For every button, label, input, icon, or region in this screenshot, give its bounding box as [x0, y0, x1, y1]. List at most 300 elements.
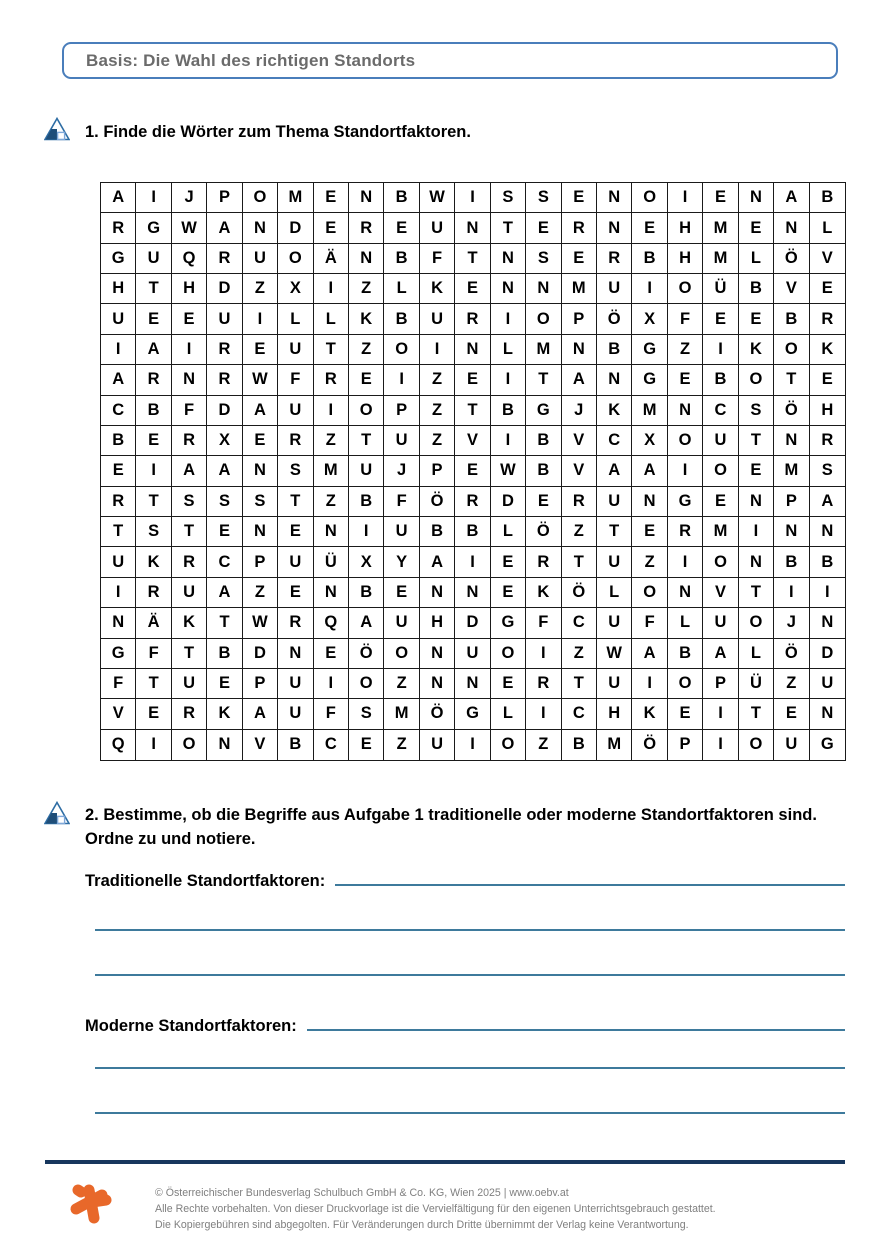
grid-cell: I: [810, 578, 845, 608]
grid-cell: A: [632, 456, 667, 486]
grid-cell: B: [774, 547, 809, 577]
grid-cell: E: [668, 699, 703, 729]
grid-cell: A: [243, 396, 278, 426]
grid-cell: T: [739, 426, 774, 456]
grid-cell: L: [491, 517, 526, 547]
grid-cell: S: [526, 183, 561, 213]
grid-cell: L: [491, 335, 526, 365]
grid-cell: O: [632, 578, 667, 608]
grid-cell: R: [101, 213, 136, 243]
grid-cell: B: [384, 183, 419, 213]
grid-cell: B: [632, 244, 667, 274]
grid-cell: U: [278, 547, 313, 577]
grid-cell: S: [491, 183, 526, 213]
grid-cell: Z: [384, 730, 419, 760]
grid-cell: N: [810, 608, 845, 638]
grid-cell: Ö: [420, 699, 455, 729]
grid-cell: R: [526, 669, 561, 699]
grid-cell: G: [491, 608, 526, 638]
grid-cell: N: [774, 517, 809, 547]
traditional-factors-answer-line[interactable]: [335, 866, 845, 886]
footer-divider: [45, 1160, 845, 1164]
grid-cell: L: [739, 244, 774, 274]
grid-cell: M: [597, 730, 632, 760]
grid-cell: U: [597, 547, 632, 577]
grid-cell: Ö: [597, 304, 632, 334]
grid-cell: N: [243, 517, 278, 547]
grid-cell: E: [739, 456, 774, 486]
grid-cell: K: [349, 304, 384, 334]
grid-cell: T: [491, 213, 526, 243]
grid-cell: I: [668, 547, 703, 577]
grid-cell: Z: [632, 547, 667, 577]
grid-cell: H: [101, 274, 136, 304]
grid-cell: O: [774, 335, 809, 365]
grid-cell: S: [810, 456, 845, 486]
grid-cell: Z: [526, 730, 561, 760]
grid-cell: O: [526, 304, 561, 334]
grid-cell: M: [632, 396, 667, 426]
grid-cell: O: [739, 365, 774, 395]
grid-cell: O: [384, 639, 419, 669]
grid-cell: Ö: [526, 517, 561, 547]
pyramid-level-icon: [44, 117, 70, 141]
grid-cell: I: [455, 547, 490, 577]
grid-cell: Z: [668, 335, 703, 365]
grid-cell: A: [562, 365, 597, 395]
grid-cell: I: [632, 669, 667, 699]
grid-cell: S: [349, 699, 384, 729]
copyright-line: Die Kopiergebühren sind abgegolten. Für Veränderungen durch Dritte übernimmt der Verlag keine Verantwortung.: [155, 1218, 689, 1231]
grid-cell: C: [207, 547, 242, 577]
grid-cell: R: [136, 578, 171, 608]
grid-cell: D: [207, 396, 242, 426]
grid-cell: L: [384, 274, 419, 304]
grid-cell: R: [562, 213, 597, 243]
grid-cell: R: [172, 426, 207, 456]
grid-cell: Z: [243, 578, 278, 608]
grid-cell: E: [491, 578, 526, 608]
grid-cell: K: [632, 699, 667, 729]
grid-cell: L: [810, 213, 845, 243]
grid-cell: N: [774, 426, 809, 456]
grid-cell: X: [632, 426, 667, 456]
grid-cell: B: [668, 639, 703, 669]
grid-cell: B: [207, 639, 242, 669]
grid-cell: I: [136, 456, 171, 486]
grid-cell: P: [207, 183, 242, 213]
grid-cell: U: [703, 608, 738, 638]
grid-cell: A: [101, 365, 136, 395]
grid-cell: Ü: [739, 669, 774, 699]
grid-cell: E: [349, 365, 384, 395]
grid-cell: N: [207, 730, 242, 760]
grid-cell: N: [243, 213, 278, 243]
grid-cell: W: [420, 183, 455, 213]
grid-cell: I: [349, 517, 384, 547]
grid-cell: L: [597, 578, 632, 608]
grid-cell: O: [668, 274, 703, 304]
grid-cell: Z: [349, 274, 384, 304]
grid-cell: D: [491, 487, 526, 517]
oebv-asterisk-logo: [68, 1178, 114, 1228]
grid-cell: K: [172, 608, 207, 638]
copyright-line: Alle Rechte vorbehalten. Von dieser Druckvorlage ist die Vervielfältigung für den eigenen Unterrichtsgebrauch gestattet.: [155, 1202, 716, 1215]
grid-cell: V: [562, 456, 597, 486]
grid-cell: O: [739, 608, 774, 638]
grid-cell: X: [207, 426, 242, 456]
grid-cell: N: [739, 487, 774, 517]
grid-cell: H: [172, 274, 207, 304]
grid-cell: I: [136, 730, 171, 760]
grid-cell: R: [172, 699, 207, 729]
grid-cell: P: [774, 487, 809, 517]
grid-cell: R: [455, 304, 490, 334]
grid-cell: O: [491, 730, 526, 760]
grid-cell: U: [597, 669, 632, 699]
grid-cell: P: [384, 396, 419, 426]
grid-cell: A: [101, 183, 136, 213]
grid-cell: Z: [562, 639, 597, 669]
grid-cell: I: [703, 730, 738, 760]
grid-cell: Q: [314, 608, 349, 638]
grid-cell: N: [810, 699, 845, 729]
grid-cell: A: [632, 639, 667, 669]
grid-cell: I: [314, 274, 349, 304]
grid-cell: T: [774, 365, 809, 395]
grid-cell: F: [632, 608, 667, 638]
grid-cell: V: [810, 244, 845, 274]
grid-cell: Ö: [774, 639, 809, 669]
grid-cell: U: [243, 244, 278, 274]
grid-cell: U: [172, 669, 207, 699]
grid-cell: E: [491, 669, 526, 699]
grid-cell: L: [314, 304, 349, 334]
grid-cell: F: [420, 244, 455, 274]
grid-cell: N: [101, 608, 136, 638]
grid-cell: N: [172, 365, 207, 395]
grid-cell: V: [243, 730, 278, 760]
grid-cell: R: [349, 213, 384, 243]
grid-cell: K: [136, 547, 171, 577]
grid-cell: O: [349, 669, 384, 699]
grid-cell: E: [455, 456, 490, 486]
grid-cell: D: [243, 639, 278, 669]
grid-cell: A: [774, 183, 809, 213]
grid-cell: O: [278, 244, 313, 274]
grid-cell: X: [278, 274, 313, 304]
answer-line[interactable]: [95, 974, 845, 976]
grid-cell: J: [562, 396, 597, 426]
grid-cell: N: [420, 639, 455, 669]
grid-cell: I: [526, 639, 561, 669]
grid-cell: N: [774, 213, 809, 243]
grid-cell: B: [774, 304, 809, 334]
grid-cell: W: [597, 639, 632, 669]
grid-cell: E: [172, 304, 207, 334]
grid-cell: S: [526, 244, 561, 274]
grid-cell: H: [597, 699, 632, 729]
grid-cell: O: [668, 669, 703, 699]
grid-cell: L: [491, 699, 526, 729]
grid-cell: B: [491, 396, 526, 426]
grid-cell: B: [349, 487, 384, 517]
grid-cell: S: [739, 396, 774, 426]
grid-cell: E: [136, 304, 171, 334]
grid-cell: I: [703, 699, 738, 729]
grid-cell: G: [632, 335, 667, 365]
grid-cell: G: [101, 639, 136, 669]
grid-cell: F: [278, 365, 313, 395]
grid-cell: K: [526, 578, 561, 608]
grid-cell: I: [668, 456, 703, 486]
grid-cell: U: [703, 426, 738, 456]
grid-cell: Z: [420, 426, 455, 456]
grid-cell: B: [526, 456, 561, 486]
grid-cell: I: [314, 396, 349, 426]
grid-cell: E: [491, 547, 526, 577]
grid-cell: N: [455, 213, 490, 243]
grid-cell: N: [810, 517, 845, 547]
grid-cell: G: [136, 213, 171, 243]
grid-cell: F: [384, 487, 419, 517]
grid-cell: E: [136, 426, 171, 456]
grid-cell: D: [207, 274, 242, 304]
grid-cell: A: [349, 608, 384, 638]
grid-cell: G: [455, 699, 490, 729]
grid-cell: C: [562, 608, 597, 638]
grid-cell: I: [668, 183, 703, 213]
grid-cell: M: [774, 456, 809, 486]
grid-cell: W: [243, 608, 278, 638]
grid-cell: Ö: [562, 578, 597, 608]
grid-cell: Q: [172, 244, 207, 274]
grid-cell: U: [774, 730, 809, 760]
grid-cell: U: [384, 608, 419, 638]
grid-cell: E: [243, 335, 278, 365]
grid-cell: F: [314, 699, 349, 729]
task1-instruction: 1. Finde die Wörter zum Thema Standortfaktoren.: [85, 123, 471, 141]
grid-cell: N: [562, 335, 597, 365]
grid-cell: U: [349, 456, 384, 486]
grid-cell: X: [632, 304, 667, 334]
grid-cell: B: [278, 730, 313, 760]
grid-cell: I: [420, 335, 455, 365]
grid-cell: I: [172, 335, 207, 365]
grid-cell: B: [810, 547, 845, 577]
grid-cell: L: [668, 608, 703, 638]
grid-cell: V: [101, 699, 136, 729]
grid-cell: A: [420, 547, 455, 577]
grid-cell: O: [703, 456, 738, 486]
grid-cell: E: [810, 365, 845, 395]
grid-cell: Z: [314, 426, 349, 456]
grid-cell: U: [101, 547, 136, 577]
grid-cell: C: [597, 426, 632, 456]
grid-cell: M: [278, 183, 313, 213]
grid-cell: D: [278, 213, 313, 243]
grid-cell: M: [703, 244, 738, 274]
grid-cell: E: [455, 274, 490, 304]
grid-cell: N: [455, 669, 490, 699]
grid-cell: K: [207, 699, 242, 729]
grid-cell: E: [384, 578, 419, 608]
grid-cell: O: [491, 639, 526, 669]
grid-cell: N: [668, 396, 703, 426]
grid-cell: C: [101, 396, 136, 426]
grid-cell: S: [243, 487, 278, 517]
grid-cell: R: [455, 487, 490, 517]
grid-cell: B: [384, 244, 419, 274]
grid-cell: Ö: [774, 396, 809, 426]
grid-cell: P: [668, 730, 703, 760]
grid-cell: Z: [774, 669, 809, 699]
grid-cell: I: [632, 274, 667, 304]
grid-cell: E: [668, 365, 703, 395]
grid-cell: D: [455, 608, 490, 638]
grid-cell: U: [278, 335, 313, 365]
grid-cell: N: [314, 517, 349, 547]
grid-cell: T: [136, 274, 171, 304]
grid-cell: H: [420, 608, 455, 638]
grid-cell: J: [774, 608, 809, 638]
grid-cell: T: [455, 244, 490, 274]
grid-cell: N: [739, 183, 774, 213]
answer-line[interactable]: [95, 1067, 845, 1069]
grid-cell: V: [774, 274, 809, 304]
grid-cell: O: [703, 547, 738, 577]
grid-cell: S: [207, 487, 242, 517]
grid-cell: Z: [562, 517, 597, 547]
grid-cell: I: [136, 183, 171, 213]
grid-cell: V: [703, 578, 738, 608]
grid-cell: B: [420, 517, 455, 547]
grid-cell: B: [597, 335, 632, 365]
grid-cell: E: [526, 213, 561, 243]
grid-cell: T: [739, 578, 774, 608]
grid-cell: W: [491, 456, 526, 486]
grid-cell: I: [101, 335, 136, 365]
grid-cell: X: [349, 547, 384, 577]
grid-cell: A: [597, 456, 632, 486]
grid-cell: E: [526, 487, 561, 517]
grid-cell: A: [810, 487, 845, 517]
grid-cell: R: [562, 487, 597, 517]
grid-cell: U: [278, 699, 313, 729]
grid-cell: W: [172, 213, 207, 243]
task2-instruction: 2. Bestimme, ob die Begriffe aus Aufgabe 1 traditionelle oder moderne Standortfaktoren sind. Ordne zu und notiere.: [85, 806, 817, 848]
grid-cell: D: [810, 639, 845, 669]
modern-factors-label: Moderne Standortfaktoren:: [85, 1017, 297, 1035]
grid-cell: J: [172, 183, 207, 213]
grid-cell: T: [562, 547, 597, 577]
grid-cell: O: [668, 426, 703, 456]
grid-cell: F: [526, 608, 561, 638]
grid-cell: E: [455, 365, 490, 395]
modern-factors-answer-line[interactable]: [307, 1011, 845, 1031]
grid-cell: L: [278, 304, 313, 334]
grid-cell: E: [562, 244, 597, 274]
grid-cell: E: [739, 304, 774, 334]
grid-cell: T: [455, 396, 490, 426]
grid-cell: N: [420, 578, 455, 608]
grid-cell: M: [562, 274, 597, 304]
grid-cell: M: [526, 335, 561, 365]
grid-cell: E: [739, 213, 774, 243]
grid-cell: I: [491, 426, 526, 456]
grid-cell: E: [136, 699, 171, 729]
grid-cell: P: [243, 669, 278, 699]
grid-cell: F: [668, 304, 703, 334]
page-title: Basis: Die Wahl des richtigen Standorts: [86, 50, 416, 70]
grid-cell: T: [172, 639, 207, 669]
grid-cell: N: [491, 274, 526, 304]
grid-cell: T: [136, 669, 171, 699]
grid-cell: T: [101, 517, 136, 547]
grid-cell: T: [526, 365, 561, 395]
grid-cell: Ä: [314, 244, 349, 274]
grid-cell: K: [420, 274, 455, 304]
grid-cell: E: [314, 639, 349, 669]
grid-cell: T: [562, 669, 597, 699]
grid-cell: G: [101, 244, 136, 274]
grid-cell: N: [420, 669, 455, 699]
grid-cell: T: [136, 487, 171, 517]
grid-cell: U: [278, 669, 313, 699]
grid-cell: T: [172, 517, 207, 547]
grid-cell: I: [455, 183, 490, 213]
grid-cell: O: [632, 183, 667, 213]
grid-cell: Y: [384, 547, 419, 577]
grid-cell: T: [278, 487, 313, 517]
grid-cell: N: [349, 244, 384, 274]
grid-cell: R: [136, 365, 171, 395]
grid-cell: S: [278, 456, 313, 486]
grid-cell: N: [314, 578, 349, 608]
answer-line[interactable]: [95, 1112, 845, 1114]
grid-cell: E: [207, 517, 242, 547]
grid-cell: K: [739, 335, 774, 365]
grid-cell: R: [314, 365, 349, 395]
grid-cell: N: [597, 183, 632, 213]
grid-cell: E: [314, 213, 349, 243]
grid-cell: O: [384, 335, 419, 365]
grid-cell: Ä: [136, 608, 171, 638]
grid-cell: B: [703, 365, 738, 395]
grid-cell: B: [101, 426, 136, 456]
grid-cell: Z: [384, 669, 419, 699]
grid-cell: R: [207, 244, 242, 274]
grid-cell: G: [632, 365, 667, 395]
grid-cell: U: [136, 244, 171, 274]
grid-cell: A: [172, 456, 207, 486]
grid-cell: I: [774, 578, 809, 608]
grid-cell: E: [314, 183, 349, 213]
grid-cell: U: [810, 669, 845, 699]
grid-cell: B: [526, 426, 561, 456]
grid-cell: R: [207, 335, 242, 365]
grid-cell: I: [314, 669, 349, 699]
grid-cell: I: [491, 365, 526, 395]
grid-cell: U: [278, 396, 313, 426]
grid-cell: A: [136, 335, 171, 365]
grid-cell: A: [243, 699, 278, 729]
grid-cell: R: [810, 304, 845, 334]
answer-line[interactable]: [95, 929, 845, 931]
grid-cell: G: [668, 487, 703, 517]
grid-cell: E: [632, 517, 667, 547]
grid-cell: R: [278, 608, 313, 638]
